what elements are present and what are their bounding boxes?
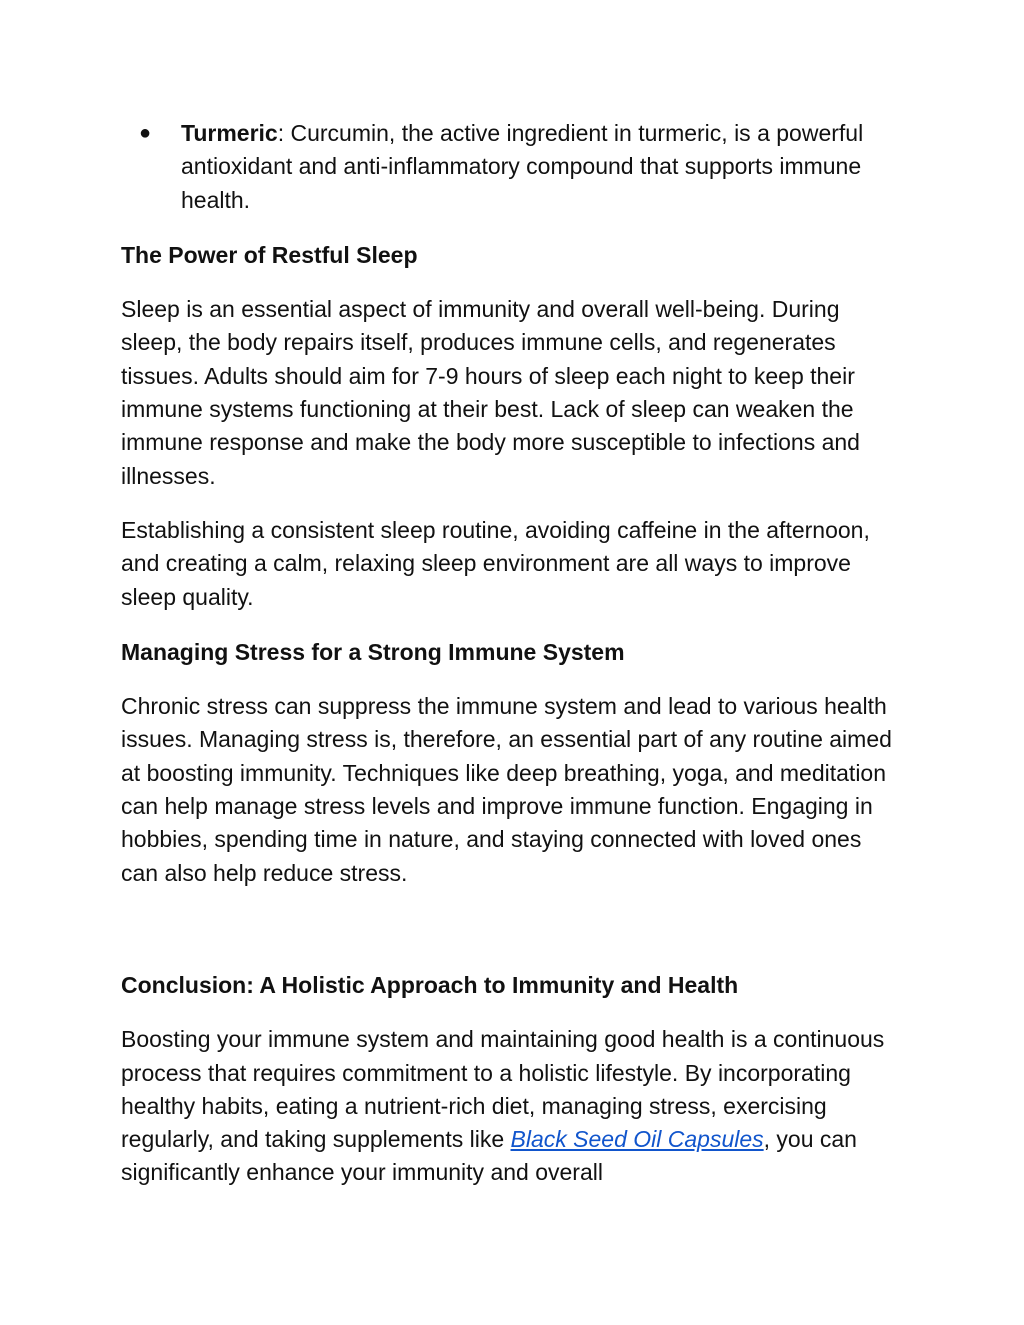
document-body: [121, 117, 911, 1190]
bullet-item-turmeric: [121, 117, 881, 217]
paragraph-conclusion: [121, 1023, 911, 1189]
paragraph-stress: Chronic stress can suppress the immune system and lead to various health issues. Managing stress is, therefore, an essential part of any routine aimed at boosting immunity. Techniques like deep breathing, yoga, and meditation can help manage stress levels and improve immune function. Engaging in hobbies, spending time in nature, and staying connected with loved ones can also help reduce stress.: [121, 693, 892, 886]
black-seed-oil-capsules-link[interactable]: Black Seed Oil Capsules: [510, 1126, 764, 1153]
heading-conclusion: Conclusion: A Holistic Approach to Immunity and Health: [121, 971, 739, 998]
paragraph-sleep-1: Sleep is an essential aspect of immunity and overall well-being. During sleep, the body repairs itself, produces immune cells, and regenerates tissues. Adults should aim for 7-9 hours of sleep each night to keep their immune systems functioning at their best. Lack of sleep can weaken the immune response and make the body more susceptible to infections and illnesses.: [121, 296, 860, 489]
conclusion-text-after-link: , you can significantly enhance your immunity and overall: [121, 1126, 857, 1186]
bullet-term: Turmeric: [181, 120, 278, 146]
heading-managing-stress: Managing Stress for a Strong Immune System: [121, 638, 625, 665]
conclusion-text-before-link: Boosting your immune system and maintaining good health is a continuous process that requires commitment to a holistic lifestyle. By incorporating healthy habits, eating a nutrient-rich diet, managing stress, exercising regularly, and taking supplements like: [121, 1026, 885, 1153]
heading-restful-sleep: The Power of Restful Sleep: [121, 241, 418, 268]
bullet-text: Curcumin, the active ingredient in turmeric, is a powerful antioxidant and anti-inflammatory compound that supports immune health.: [181, 120, 864, 213]
bullet-dot-icon: ●: [139, 122, 152, 144]
bullet-separator: :: [277, 120, 285, 146]
bullet-list: [121, 117, 911, 217]
paragraph-sleep-2: Establishing a consistent sleep routine, avoiding caffeine in the afternoon, and creating a calm, relaxing sleep environment are all ways to improve sleep quality.: [121, 516, 870, 610]
